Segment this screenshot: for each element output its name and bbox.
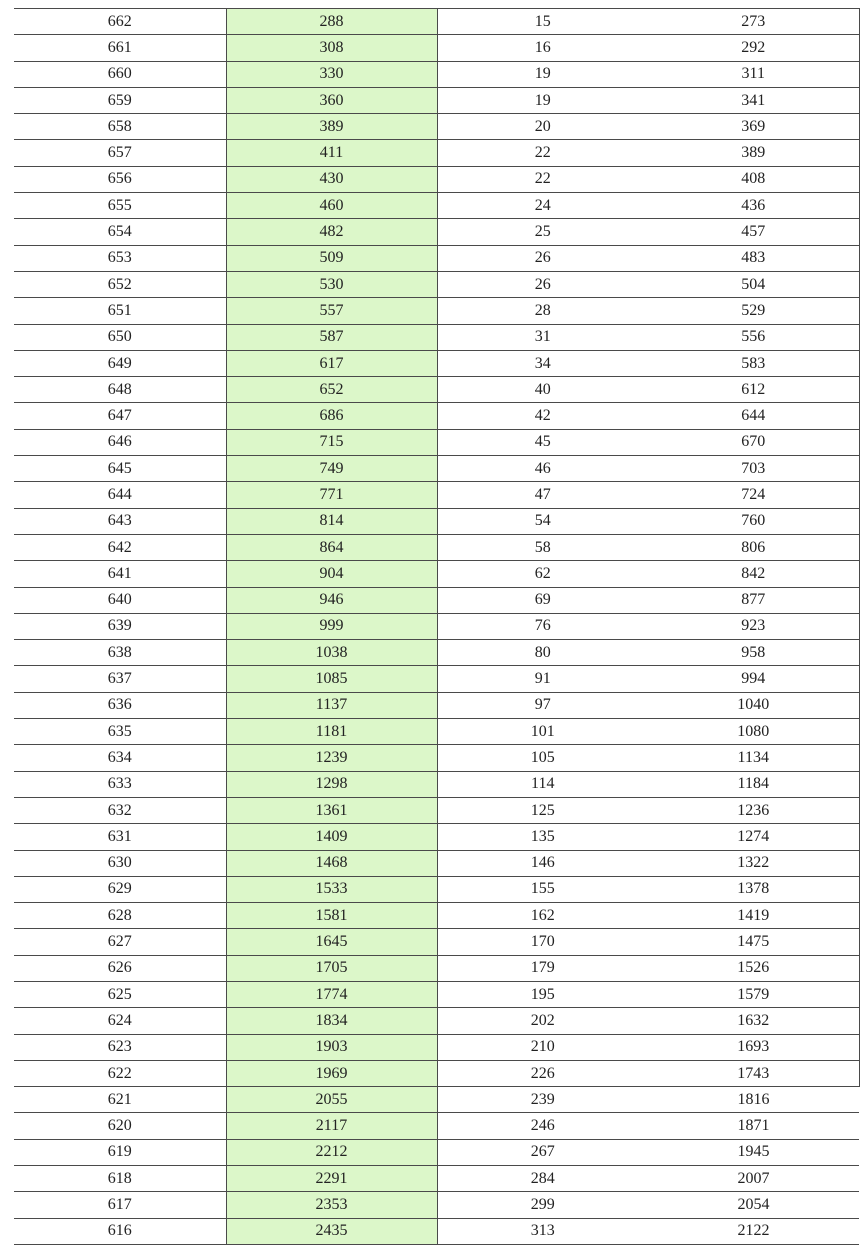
score-cell: 631 (14, 824, 226, 850)
table-row (14, 429, 859, 455)
score-cell: 660 (14, 61, 226, 87)
cumulative-count-cell: 1085 (226, 666, 437, 692)
score-cell: 623 (14, 1034, 226, 1060)
cumulative-count-cell: 1903 (226, 1034, 437, 1060)
ranking-cell: 1322 (648, 850, 859, 876)
count-cell: 210 (437, 1034, 648, 1060)
score-cell: 652 (14, 271, 226, 297)
table-row (14, 1113, 859, 1139)
table-row (14, 9, 859, 35)
score-cell: 640 (14, 587, 226, 613)
table-row (14, 61, 859, 87)
score-cell: 656 (14, 166, 226, 192)
ranking-cell: 644 (648, 403, 859, 429)
score-cell: 641 (14, 561, 226, 587)
score-cell: 620 (14, 1113, 226, 1139)
ranking-cell: 1743 (648, 1060, 859, 1086)
count-cell: 22 (437, 166, 648, 192)
count-cell: 47 (437, 482, 648, 508)
ranking-cell: 1274 (648, 824, 859, 850)
ranking-cell: 583 (648, 350, 859, 376)
table-row (14, 719, 859, 745)
cumulative-count-cell: 1705 (226, 955, 437, 981)
count-cell: 114 (437, 771, 648, 797)
score-cell: 654 (14, 219, 226, 245)
table-row (14, 692, 859, 718)
cumulative-count-cell: 411 (226, 140, 437, 166)
count-cell: 179 (437, 955, 648, 981)
ranking-cell: 556 (648, 324, 859, 350)
score-cell: 633 (14, 771, 226, 797)
ranking-cell: 612 (648, 377, 859, 403)
ranking-cell: 1080 (648, 719, 859, 745)
ranking-cell: 670 (648, 429, 859, 455)
count-cell: 20 (437, 114, 648, 140)
table-row (14, 797, 859, 823)
score-cell: 662 (14, 9, 226, 35)
ranking-cell: 1184 (648, 771, 859, 797)
cumulative-count-cell: 1533 (226, 876, 437, 902)
score-cell: 616 (14, 1218, 226, 1244)
count-cell: 155 (437, 876, 648, 902)
table-row (14, 534, 859, 560)
score-cell: 636 (14, 692, 226, 718)
score-cell: 628 (14, 903, 226, 929)
count-cell: 146 (437, 850, 648, 876)
count-cell: 76 (437, 613, 648, 639)
cumulative-count-cell: 288 (226, 9, 437, 35)
cumulative-count-cell: 360 (226, 87, 437, 113)
count-cell: 135 (437, 824, 648, 850)
cumulative-count-cell: 430 (226, 166, 437, 192)
ranking-cell: 2054 (648, 1192, 859, 1218)
cumulative-count-cell: 2353 (226, 1192, 437, 1218)
cumulative-count-cell: 686 (226, 403, 437, 429)
count-cell: 46 (437, 456, 648, 482)
cumulative-count-cell: 1581 (226, 903, 437, 929)
table-body (14, 9, 859, 1245)
table-row (14, 587, 859, 613)
count-cell: 16 (437, 35, 648, 61)
table-row (14, 87, 859, 113)
ranking-cell: 292 (648, 35, 859, 61)
table-row (14, 1034, 859, 1060)
ranking-cell: 341 (648, 87, 859, 113)
ranking-cell: 994 (648, 666, 859, 692)
count-cell: 58 (437, 534, 648, 560)
count-cell: 226 (437, 1060, 648, 1086)
count-cell: 239 (437, 1087, 648, 1113)
table-row (14, 1060, 859, 1086)
cumulative-count-cell: 557 (226, 298, 437, 324)
ranking-cell: 1526 (648, 955, 859, 981)
score-cell: 649 (14, 350, 226, 376)
ranking-cell: 457 (648, 219, 859, 245)
score-cell: 635 (14, 719, 226, 745)
table-row (14, 876, 859, 902)
ranking-cell: 1419 (648, 903, 859, 929)
table-row (14, 350, 859, 376)
table-row (14, 377, 859, 403)
cumulative-count-cell: 1181 (226, 719, 437, 745)
table-row (14, 324, 859, 350)
table-row (14, 482, 859, 508)
cumulative-count-cell: 1239 (226, 745, 437, 771)
score-cell: 661 (14, 35, 226, 61)
score-cell: 646 (14, 429, 226, 455)
table-row (14, 1192, 859, 1218)
count-cell: 15 (437, 9, 648, 35)
cumulative-count-cell: 2212 (226, 1139, 437, 1165)
cumulative-count-cell: 1298 (226, 771, 437, 797)
score-cell: 657 (14, 140, 226, 166)
table-row (14, 456, 859, 482)
table-row (14, 1087, 859, 1113)
ranking-cell: 1475 (648, 929, 859, 955)
ranking-cell: 1816 (648, 1087, 859, 1113)
cumulative-count-cell: 864 (226, 534, 437, 560)
cumulative-count-cell: 904 (226, 561, 437, 587)
cumulative-count-cell: 308 (226, 35, 437, 61)
score-cell: 632 (14, 797, 226, 823)
score-cell: 626 (14, 955, 226, 981)
count-cell: 105 (437, 745, 648, 771)
ranking-cell: 311 (648, 61, 859, 87)
count-cell: 80 (437, 640, 648, 666)
cumulative-count-cell: 2055 (226, 1087, 437, 1113)
table-row (14, 1218, 859, 1244)
ranking-cell: 273 (648, 9, 859, 35)
ranking-cell: 2007 (648, 1166, 859, 1192)
ranking-cell: 1945 (648, 1139, 859, 1165)
cumulative-count-cell: 715 (226, 429, 437, 455)
score-cell: 622 (14, 1060, 226, 1086)
count-cell: 40 (437, 377, 648, 403)
count-cell: 19 (437, 61, 648, 87)
table-row (14, 140, 859, 166)
score-cell: 645 (14, 456, 226, 482)
table-row (14, 1139, 859, 1165)
score-cell: 629 (14, 876, 226, 902)
cumulative-count-cell: 389 (226, 114, 437, 140)
ranking-cell: 1378 (648, 876, 859, 902)
count-cell: 25 (437, 219, 648, 245)
table-row (14, 245, 859, 271)
table-row (14, 561, 859, 587)
ranking-cell: 483 (648, 245, 859, 271)
count-cell: 26 (437, 245, 648, 271)
ranking-cell: 1134 (648, 745, 859, 771)
ranking-cell: 529 (648, 298, 859, 324)
score-cell: 618 (14, 1166, 226, 1192)
score-cell: 639 (14, 613, 226, 639)
count-cell: 125 (437, 797, 648, 823)
cumulative-count-cell: 530 (226, 271, 437, 297)
cumulative-count-cell: 999 (226, 613, 437, 639)
cumulative-count-cell: 749 (226, 456, 437, 482)
score-cell: 627 (14, 929, 226, 955)
count-cell: 42 (437, 403, 648, 429)
score-cell: 642 (14, 534, 226, 560)
count-cell: 313 (437, 1218, 648, 1244)
score-cell: 655 (14, 193, 226, 219)
count-cell: 162 (437, 903, 648, 929)
score-cell: 617 (14, 1192, 226, 1218)
ranking-cell: 389 (648, 140, 859, 166)
score-cell: 659 (14, 87, 226, 113)
score-cell: 651 (14, 298, 226, 324)
count-cell: 54 (437, 508, 648, 534)
cumulative-count-cell: 1969 (226, 1060, 437, 1086)
ranking-cell: 504 (648, 271, 859, 297)
count-cell: 195 (437, 981, 648, 1007)
table-row (14, 955, 859, 981)
cumulative-count-cell: 509 (226, 245, 437, 271)
score-cell: 630 (14, 850, 226, 876)
cumulative-count-cell: 1137 (226, 692, 437, 718)
score-cell: 644 (14, 482, 226, 508)
ranking-cell: 703 (648, 456, 859, 482)
score-cell: 638 (14, 640, 226, 666)
cumulative-count-cell: 946 (226, 587, 437, 613)
ranking-cell: 369 (648, 114, 859, 140)
table-row (14, 640, 859, 666)
cumulative-count-cell: 460 (226, 193, 437, 219)
table-row (14, 981, 859, 1007)
score-cell: 637 (14, 666, 226, 692)
ranking-cell: 408 (648, 166, 859, 192)
count-cell: 22 (437, 140, 648, 166)
ranking-cell: 1236 (648, 797, 859, 823)
table-row (14, 824, 859, 850)
score-cell: 619 (14, 1139, 226, 1165)
ranking-cell: 1632 (648, 1008, 859, 1034)
ranking-cell: 724 (648, 482, 859, 508)
score-cell: 648 (14, 377, 226, 403)
score-cell: 624 (14, 1008, 226, 1034)
count-cell: 97 (437, 692, 648, 718)
cumulative-count-cell: 1361 (226, 797, 437, 823)
cumulative-count-cell: 2291 (226, 1166, 437, 1192)
table-row (14, 166, 859, 192)
cumulative-count-cell: 617 (226, 350, 437, 376)
ranking-cell: 1579 (648, 981, 859, 1007)
ranking-cell: 1693 (648, 1034, 859, 1060)
score-cell: 621 (14, 1087, 226, 1113)
ranking-cell: 877 (648, 587, 859, 613)
ranking-cell: 760 (648, 508, 859, 534)
table-row (14, 666, 859, 692)
score-cell: 653 (14, 245, 226, 271)
count-cell: 69 (437, 587, 648, 613)
cumulative-count-cell: 2117 (226, 1113, 437, 1139)
count-cell: 284 (437, 1166, 648, 1192)
count-cell: 246 (437, 1113, 648, 1139)
cumulative-count-cell: 2435 (226, 1218, 437, 1244)
count-cell: 101 (437, 719, 648, 745)
table-row (14, 298, 859, 324)
count-cell: 91 (437, 666, 648, 692)
score-cell: 650 (14, 324, 226, 350)
ranking-cell: 436 (648, 193, 859, 219)
table-row (14, 271, 859, 297)
table-row (14, 745, 859, 771)
count-cell: 34 (437, 350, 648, 376)
ranking-cell: 958 (648, 640, 859, 666)
table-row (14, 850, 859, 876)
ranking-cell: 806 (648, 534, 859, 560)
count-cell: 62 (437, 561, 648, 587)
count-cell: 202 (437, 1008, 648, 1034)
table-row (14, 929, 859, 955)
table-row (14, 1008, 859, 1034)
count-cell: 170 (437, 929, 648, 955)
table-row (14, 219, 859, 245)
cumulative-count-cell: 1468 (226, 850, 437, 876)
cumulative-count-cell: 1774 (226, 981, 437, 1007)
cumulative-count-cell: 1645 (226, 929, 437, 955)
count-cell: 26 (437, 271, 648, 297)
cumulative-count-cell: 587 (226, 324, 437, 350)
count-cell: 28 (437, 298, 648, 324)
ranking-cell: 2122 (648, 1218, 859, 1244)
table-row (14, 403, 859, 429)
cumulative-count-cell: 652 (226, 377, 437, 403)
ranking-cell: 842 (648, 561, 859, 587)
cumulative-count-cell: 1409 (226, 824, 437, 850)
count-cell: 299 (437, 1192, 648, 1218)
count-cell: 19 (437, 87, 648, 113)
score-cell: 647 (14, 403, 226, 429)
count-cell: 267 (437, 1139, 648, 1165)
score-cell: 634 (14, 745, 226, 771)
score-cell: 643 (14, 508, 226, 534)
table-row (14, 193, 859, 219)
score-table (14, 8, 860, 1245)
score-cell: 658 (14, 114, 226, 140)
cumulative-count-cell: 1038 (226, 640, 437, 666)
ranking-cell: 1040 (648, 692, 859, 718)
cumulative-count-cell: 814 (226, 508, 437, 534)
count-cell: 24 (437, 193, 648, 219)
table-row (14, 613, 859, 639)
cumulative-count-cell: 482 (226, 219, 437, 245)
cumulative-count-cell: 330 (226, 61, 437, 87)
ranking-cell: 1871 (648, 1113, 859, 1139)
count-cell: 45 (437, 429, 648, 455)
table-row (14, 771, 859, 797)
ranking-cell: 923 (648, 613, 859, 639)
table-row (14, 1166, 859, 1192)
table-row (14, 114, 859, 140)
table-row (14, 903, 859, 929)
table-row (14, 508, 859, 534)
cumulative-count-cell: 1834 (226, 1008, 437, 1034)
count-cell: 31 (437, 324, 648, 350)
score-cell: 625 (14, 981, 226, 1007)
table-row (14, 35, 859, 61)
cumulative-count-cell: 771 (226, 482, 437, 508)
